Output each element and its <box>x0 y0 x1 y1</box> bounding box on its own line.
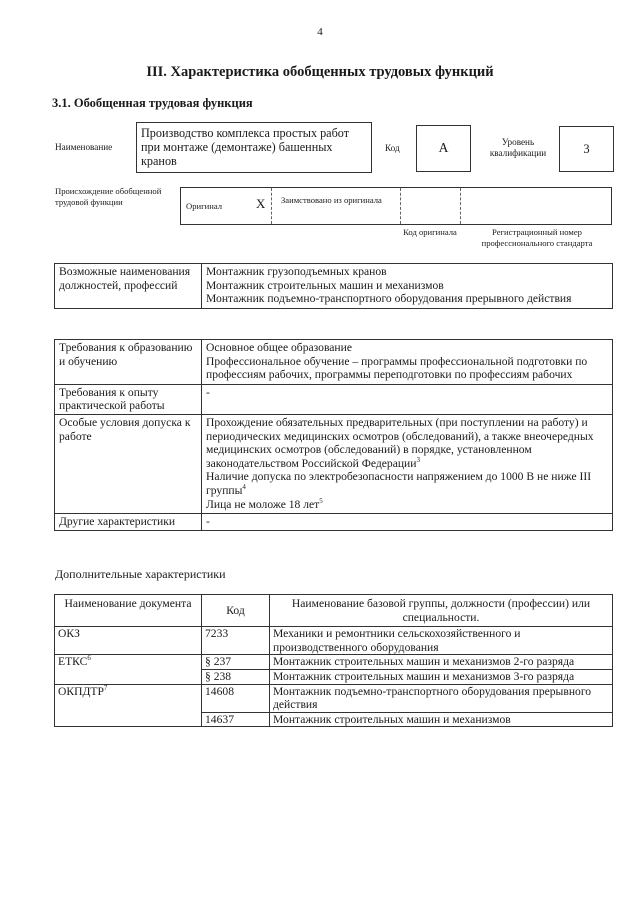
origin-divider-1 <box>271 188 272 224</box>
level-label: Уровень квалификации <box>489 137 547 158</box>
name-label: Наименование <box>55 142 113 152</box>
admission-label: Особые условия допуска к работе <box>55 414 202 513</box>
table-row <box>55 264 613 309</box>
footnote-ref: 7 <box>103 683 108 692</box>
name-cell: Механики и ремонтники сельскохозяйственного и производственного оборудования <box>270 627 613 655</box>
doc-cell <box>55 684 202 727</box>
header-code: Код <box>202 595 270 627</box>
header-name: Наименование базовой группы, должности (профессии) или специальности. <box>270 595 613 627</box>
code-cell: 14637 <box>202 712 270 727</box>
footnote-ref: 5 <box>319 496 323 505</box>
doc-name: ОКЗ <box>58 627 80 641</box>
doc-cell <box>55 627 202 655</box>
footnote-ref: 3 <box>416 455 420 464</box>
origin-divider-3 <box>460 188 461 224</box>
additional-title: Дополнительные характеристики <box>55 567 226 581</box>
table-row <box>55 514 613 531</box>
education-label: Требования к образованию и обучению <box>55 340 202 385</box>
table-header-row <box>55 595 613 627</box>
section-title: III. Характеристика обобщенных трудовых функций <box>146 64 494 80</box>
doc-name: ЕТКС <box>58 655 88 669</box>
code-box <box>416 125 471 172</box>
table-row <box>55 340 613 385</box>
position-item: Монтажник подъемно-транспортного оборудования прерывного действия <box>206 292 572 306</box>
experience-label: Требования к опыту практической работы <box>55 384 202 414</box>
original-label: Оригинал <box>186 201 223 211</box>
reg-number-caption: Регистрационный номер профессионального стандарта <box>481 227 593 248</box>
origin-label: Происхождение обобщенной трудовой функции <box>55 186 162 207</box>
code-cell: § 237 <box>202 655 270 670</box>
table-row <box>55 414 613 513</box>
original-mark: X <box>256 196 266 211</box>
positions-table <box>54 263 613 309</box>
footnote-ref: 4 <box>242 483 246 492</box>
level-value: 3 <box>583 142 590 156</box>
admission-line <box>206 416 608 470</box>
positions-values <box>202 264 613 309</box>
name-cell: Монтажник строительных машин и механизмов 2-го разряда <box>270 655 613 670</box>
page-number: 4 <box>317 26 323 38</box>
name-cell: Монтажник подъемно-транспортного оборудования прерывного действия <box>270 684 613 712</box>
positions-label: Возможные наименования должностей, профессий <box>55 264 202 309</box>
experience-value: - <box>202 384 613 414</box>
origin-box <box>180 187 612 225</box>
code-label: Код <box>385 143 400 153</box>
other-label: Другие характеристики <box>55 514 202 531</box>
admission-line-text: Лица не моложе 18 лет <box>206 497 320 511</box>
requirements-table <box>54 339 613 531</box>
table-row <box>55 384 613 414</box>
table-row <box>55 655 613 670</box>
other-value: - <box>202 514 613 531</box>
name-cell: Монтажник строительных машин и механизмов 3-го разряда <box>270 669 613 684</box>
education-line: Основное общее образование <box>206 341 352 354</box>
subsection-title: 3.1. Обобщенная трудовая функция <box>52 96 253 110</box>
code-cell: § 238 <box>202 669 270 684</box>
table-row <box>55 627 613 655</box>
doc-name: ОКПДТР <box>58 684 104 698</box>
position-item: Монтажник грузоподъемных кранов <box>206 265 387 278</box>
name-cell: Монтажник строительных машин и механизмов <box>270 712 613 727</box>
position-item: Монтажник строительных машин и механизмов <box>206 278 444 292</box>
table-row <box>55 684 613 712</box>
origin-divider-2 <box>400 188 401 224</box>
level-box <box>559 126 614 172</box>
code-cell: 7233 <box>202 627 270 655</box>
admission-line <box>206 470 608 497</box>
admission-values <box>202 414 613 513</box>
original-code-caption: Код оригинала <box>403 227 457 237</box>
education-values <box>202 340 613 385</box>
additional-table <box>54 594 613 727</box>
footnote-ref: 6 <box>87 654 91 663</box>
admission-line <box>206 498 608 512</box>
code-value: А <box>438 140 449 155</box>
header-document: Наименование документа <box>55 595 202 627</box>
name-box <box>136 122 372 173</box>
admission-line-text: Прохождение обязательных предварительных (при поступлении на работу) и периодических медицинских осмотров (обследований), а также внеочередных медицинских осмотров (обследований) в порядке, установленном законодательством Российской Федерации <box>206 415 594 470</box>
borrowed-label: Заимствовано из оригинала <box>281 195 382 205</box>
education-line: Профессиональное обучение – программы профессиональной подготовки по профессиям рабочих, программы переподготовки по профессиям рабочих <box>206 354 588 382</box>
doc-cell <box>55 655 202 684</box>
name-value: Производство комплекса простых работ при монтаже (демонтаже) башенных кранов <box>141 126 350 168</box>
code-cell: 14608 <box>202 684 270 712</box>
admission-line-text: Наличие допуска по электробезопасности напряжением до 1000 В не ниже III группы <box>206 470 592 497</box>
